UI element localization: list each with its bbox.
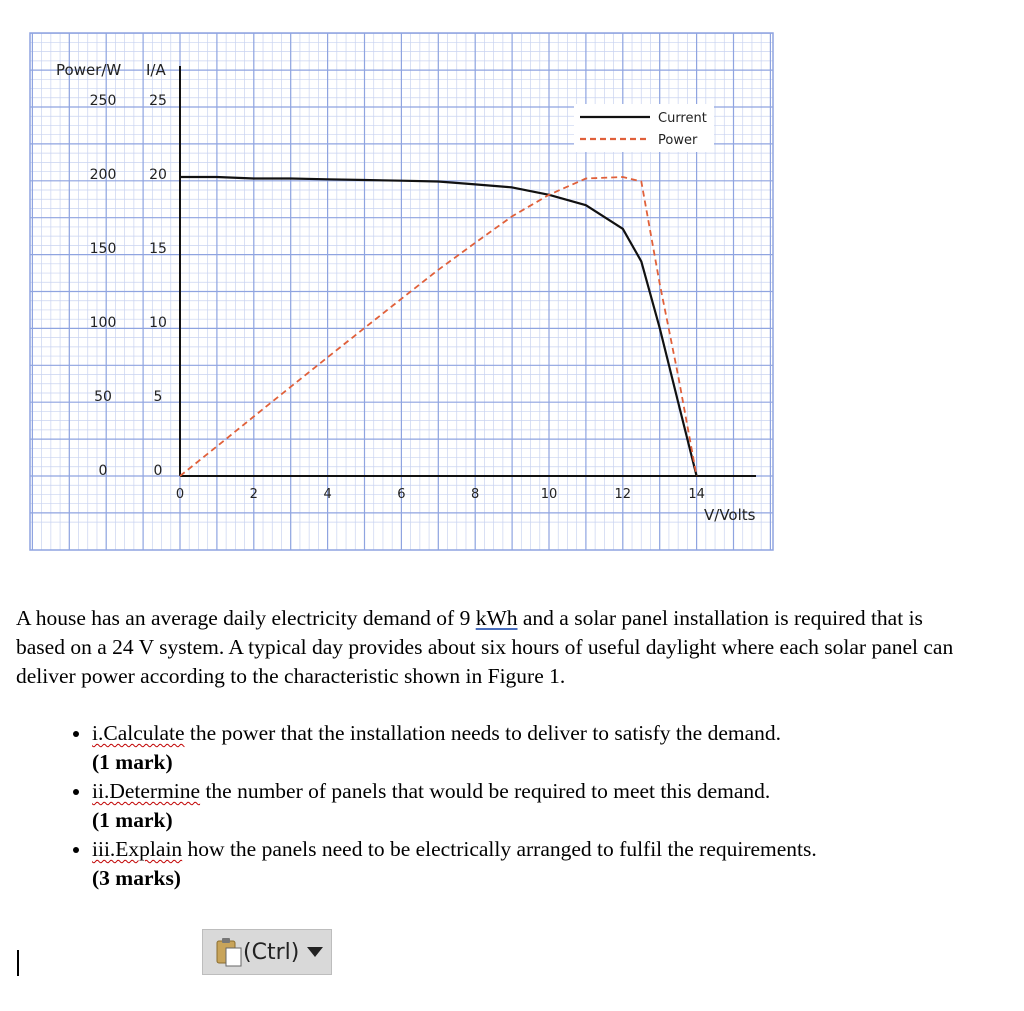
item-text: the power that the installation needs to deliver to satisfy the demand.: [184, 721, 781, 745]
x-tick-label: 2: [249, 487, 258, 502]
power-tick-label: 100: [89, 315, 117, 331]
item-text: how the panels need to be electrically arranged to fulfil the requirements.: [182, 837, 817, 861]
x-tick-label: 4: [323, 487, 332, 502]
clipboard-icon: [215, 936, 243, 968]
current-tick-label: 5: [153, 389, 163, 405]
legend: [574, 104, 714, 152]
x-tick-label: 0: [175, 487, 185, 502]
power-tick-label: 250: [89, 93, 117, 109]
paste-options-button[interactable]: [202, 929, 332, 975]
item-prefix: ii.Determine: [92, 779, 201, 803]
x-tick-label: 10: [540, 487, 558, 502]
chevron-down-icon: [307, 947, 323, 957]
question-list: [16, 719, 976, 893]
question-text: [16, 604, 976, 893]
item-text: the number of panels that would be required to meet this demand.: [200, 779, 771, 803]
item-prefix: iii.Explain: [92, 837, 183, 861]
paragraph-part: and a solar panel installation is required that is based on a 24 V system. A typical day provides about six hours of useful daylight where each solar panel can deliver power according to the characteristic shown in Figure 1.: [16, 606, 954, 688]
current-tick-label: 10: [149, 315, 167, 331]
text-cursor: [17, 950, 19, 976]
question-paragraph: [16, 604, 976, 691]
current-axis-label: I/A: [146, 61, 166, 79]
legend-label: Current: [658, 111, 707, 126]
item-marks: (1 mark): [92, 750, 173, 774]
list-item: [92, 719, 976, 777]
power-tick-label: 0: [98, 463, 108, 479]
current-tick-label: 15: [149, 241, 167, 257]
paste-label: (Ctrl): [243, 939, 300, 965]
power-tick-label: 200: [89, 167, 117, 183]
item-marks: (1 mark): [92, 808, 173, 832]
power-tick-label: 50: [94, 389, 112, 405]
item-prefix: i.Calculate: [92, 721, 185, 745]
x-tick-label: 12: [614, 487, 632, 502]
current-tick-label: 25: [149, 93, 167, 109]
power-tick-label: 150: [89, 241, 117, 257]
current-tick-label: 0: [153, 463, 163, 479]
item-marks: (3 marks): [92, 866, 181, 890]
x-tick-label: 8: [471, 487, 480, 502]
legend-label: Power: [658, 133, 698, 148]
list-item: [92, 777, 976, 835]
kwh-term: kWh: [475, 606, 518, 630]
x-axis-label: V/Volts: [704, 506, 756, 524]
x-tick-label: 14: [688, 487, 705, 502]
current-tick-label: 20: [149, 167, 167, 183]
paragraph-part: A house has an average daily electricity demand of 9: [16, 606, 476, 630]
x-tick-label: 6: [397, 487, 406, 502]
power-axis-label: Power/W: [56, 61, 122, 79]
list-item: [92, 835, 976, 893]
